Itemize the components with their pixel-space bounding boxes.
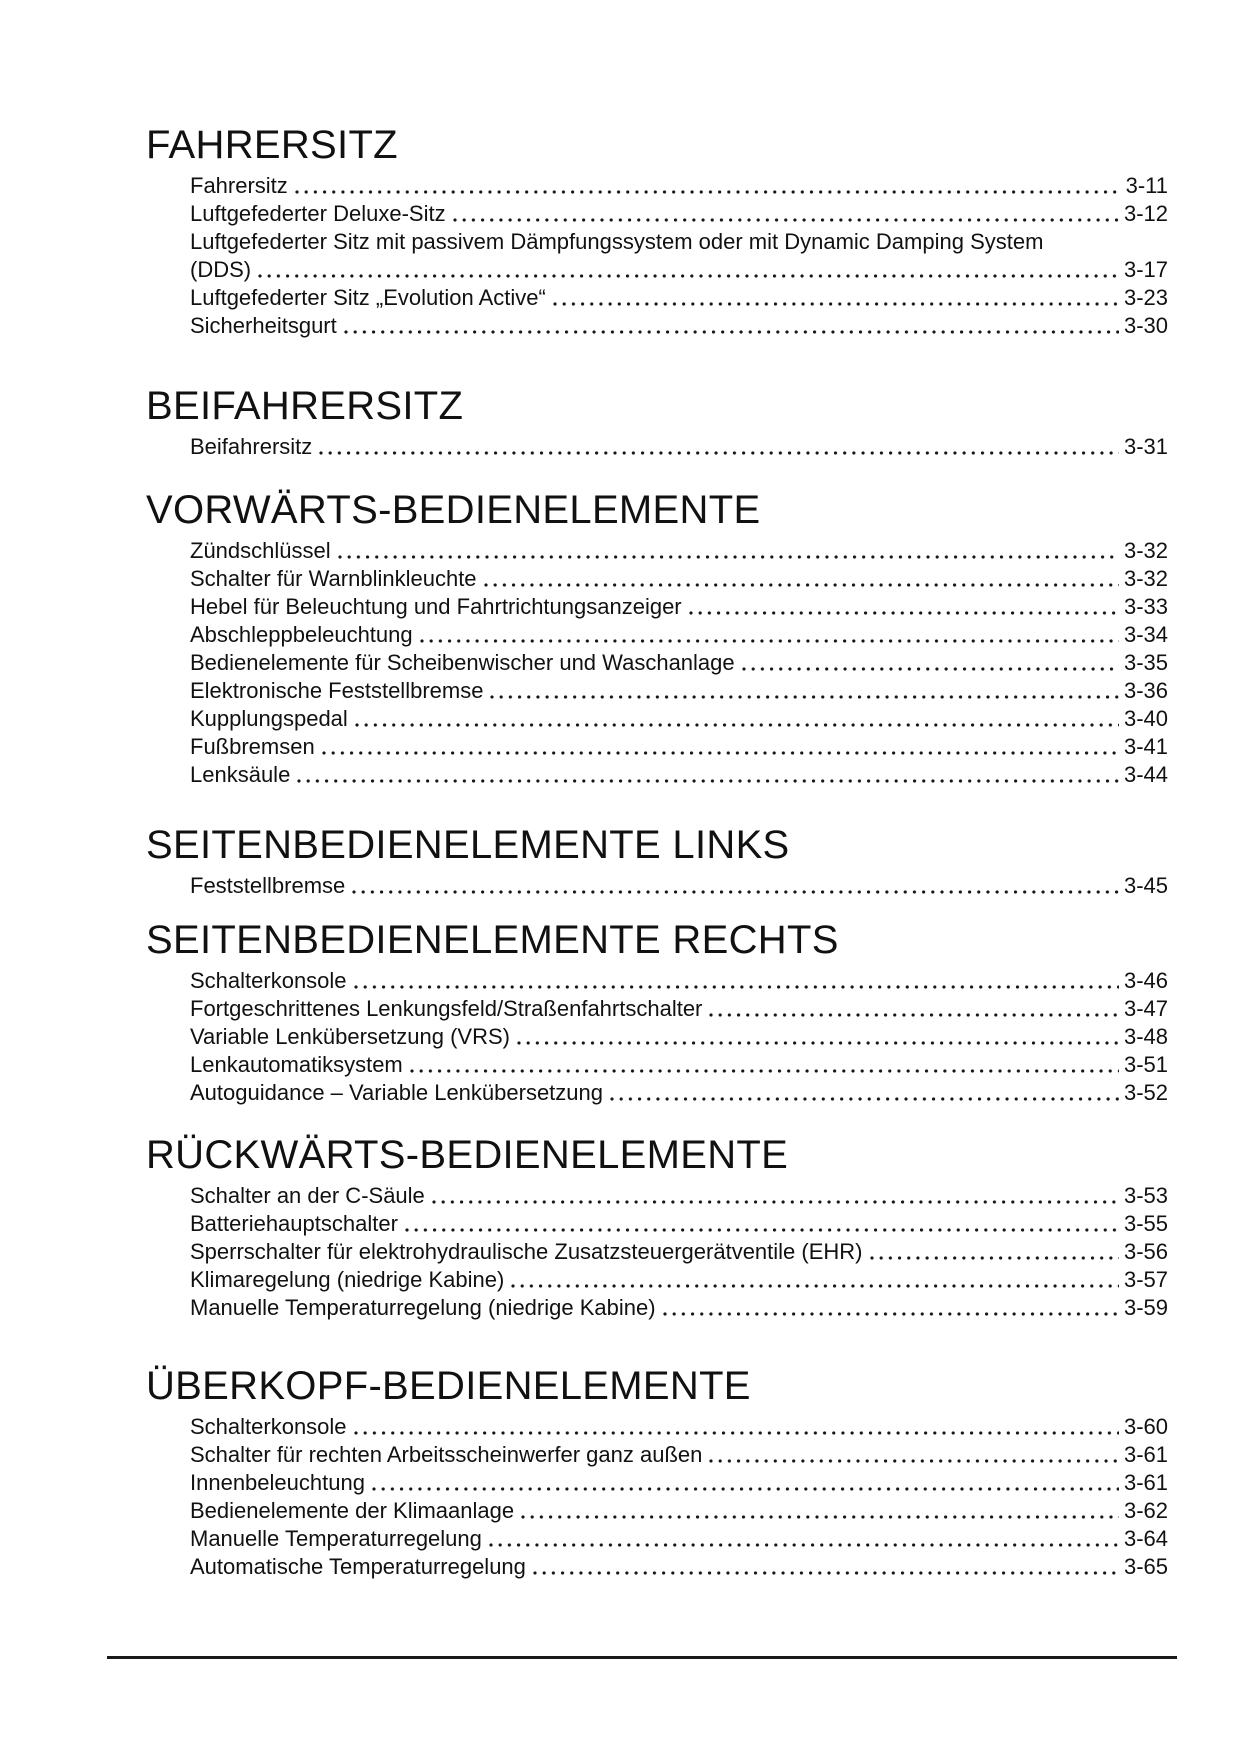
toc-entry-label: Fußbremsen: [190, 734, 315, 759]
toc-entry-row: [190, 1023, 1168, 1051]
toc-entry-row: [190, 621, 1168, 649]
dot-leader: [425, 1182, 1124, 1210]
dot-leader: [510, 1023, 1124, 1051]
toc-section: [146, 1134, 1168, 1322]
toc-entry-list: [190, 537, 1168, 789]
toc-entry[interactable]: [190, 1079, 1168, 1107]
toc-entry[interactable]: [190, 967, 1168, 995]
dot-leader: [288, 172, 1126, 200]
toc-entry[interactable]: [190, 621, 1168, 649]
toc-entry[interactable]: [190, 1266, 1168, 1294]
toc-entry-label: Elektronische Feststellbremse: [190, 678, 484, 703]
toc-entry-row: [190, 565, 1168, 593]
toc-entry-label: Beifahrersitz: [190, 434, 313, 459]
dot-leader: [863, 1238, 1124, 1266]
toc-section-title: SEITENBEDIENELEMENTE LINKS: [146, 823, 790, 867]
dot-leader: [483, 677, 1124, 705]
toc-entry-row: [190, 649, 1168, 677]
toc-entry-page: 3-44: [1123, 762, 1168, 787]
toc-entry-list: [190, 967, 1168, 1107]
toc-entry-label: Manuelle Temperaturregelung (niedrige Kabine): [190, 1295, 656, 1320]
toc-entry[interactable]: [190, 537, 1168, 565]
dot-leader: [482, 1525, 1124, 1553]
toc-entry-page: 3-17: [1123, 257, 1168, 282]
toc-entry-page: 3-45: [1123, 873, 1168, 898]
toc-section: [146, 919, 1168, 1107]
dot-leader: [347, 1413, 1124, 1441]
toc-entry[interactable]: [190, 593, 1168, 621]
toc-entry-row: [190, 256, 1168, 284]
toc-entry-label: Automatische Temperaturregelung: [190, 1554, 526, 1579]
dot-leader: [315, 733, 1124, 761]
toc-entry[interactable]: [190, 1182, 1168, 1210]
dot-leader: [345, 872, 1124, 900]
dot-leader: [251, 256, 1124, 284]
toc-section-title: ÜBERKOPF-BEDIENELEMENTE: [146, 1364, 751, 1408]
toc-entry-page: 3-48: [1123, 1024, 1168, 1049]
toc-entry-label: Abschleppbeleuchtung: [190, 622, 413, 647]
toc-section-title: VORWÄRTS-BEDIENELEMENTE: [146, 488, 761, 532]
toc-entry-label: Luftgefederter Deluxe-Sitz: [190, 201, 446, 226]
toc-entry-list: [190, 433, 1168, 461]
dot-leader: [735, 649, 1124, 677]
toc-entry-label: Luftgefederter Sitz „Evolution Active“: [190, 285, 546, 310]
toc-entry-row: [190, 733, 1168, 761]
toc-entry[interactable]: [190, 677, 1168, 705]
toc-entry-page: 3-32: [1123, 566, 1168, 591]
toc-entry-page: 3-57: [1123, 1267, 1168, 1292]
toc-entry-list: [190, 872, 1168, 900]
toc-entry[interactable]: [190, 1294, 1168, 1322]
toc-entry-page: 3-40: [1123, 706, 1168, 731]
dot-leader: [413, 621, 1124, 649]
toc-entry-row: [190, 312, 1168, 340]
toc-entry-label: Zündschlüssel: [190, 538, 331, 563]
toc-entry-label: Schalter an der C-Säule: [190, 1183, 425, 1208]
dot-leader: [312, 433, 1124, 461]
toc-entry-row: [190, 1553, 1168, 1581]
toc-entry-page: 3-35: [1123, 650, 1168, 675]
toc-entry-label: Innenbeleuchtung: [190, 1470, 365, 1495]
toc-entry-row: [190, 593, 1168, 621]
dot-leader: [504, 1266, 1124, 1294]
dot-leader: [365, 1469, 1124, 1497]
toc-section-title: RÜCKWÄRTS-BEDIENELEMENTE: [146, 1133, 789, 1177]
toc-entry[interactable]: [190, 1525, 1168, 1553]
toc-entry-row: [190, 761, 1168, 789]
toc-entry[interactable]: [190, 995, 1168, 1023]
toc-content: [146, 124, 1168, 1581]
toc-entry-label: Fortgeschrittenes Lenkungsfeld/Straßenfahrtschalter: [190, 996, 703, 1021]
toc-entry-label: Hebel für Beleuchtung und Fahrtrichtungsanzeiger: [190, 594, 682, 619]
dot-leader: [446, 200, 1124, 228]
toc-entry[interactable]: [190, 1553, 1168, 1581]
toc-entry-page: 3-64: [1123, 1526, 1168, 1551]
toc-entry-label: Klimaregelung (niedrige Kabine): [190, 1267, 505, 1292]
dot-leader: [477, 565, 1124, 593]
toc-entry[interactable]: [190, 1497, 1168, 1525]
toc-entry-page: 3-61: [1123, 1442, 1168, 1467]
dot-leader: [290, 761, 1124, 789]
toc-entry-label: Variable Lenkübersetzung (VRS): [190, 1024, 510, 1049]
dot-leader: [331, 537, 1124, 565]
toc-entry-row: [190, 200, 1168, 228]
dot-leader: [546, 284, 1124, 312]
toc-entry[interactable]: [190, 872, 1168, 900]
toc-entry-row: [190, 1210, 1168, 1238]
dot-leader: [337, 312, 1124, 340]
toc-entry-label: Bedienelemente für Scheibenwischer und Waschanlage: [190, 650, 735, 675]
toc-entry-page: 3-32: [1123, 538, 1168, 563]
toc-entry-page: 3-51: [1123, 1052, 1168, 1077]
toc-entry-page: 3-61: [1123, 1470, 1168, 1495]
toc-section: [146, 824, 1168, 900]
toc-entry-row: [190, 1497, 1168, 1525]
toc-entry-page: 3-12: [1123, 201, 1168, 226]
toc-entry-page: 3-36: [1123, 678, 1168, 703]
toc-entry[interactable]: [190, 1469, 1168, 1497]
toc-entry-row: [190, 1469, 1168, 1497]
dot-leader: [347, 967, 1124, 995]
toc-entry-label: Fahrersitz: [190, 173, 288, 198]
toc-entry-label: Sperrschalter für elektrohydraulische Zusatzsteuergerätventile (EHR): [190, 1239, 863, 1264]
toc-entry-label: Schalterkonsole: [190, 968, 347, 993]
toc-entry-page: 3-41: [1123, 734, 1168, 759]
toc-entry-page: 3-23: [1123, 285, 1168, 310]
toc-entry[interactable]: [190, 1441, 1168, 1469]
dot-leader: [403, 1051, 1124, 1079]
toc-section-title: FAHRERSITZ: [146, 123, 398, 167]
dot-leader: [656, 1294, 1124, 1322]
toc-entry-label: Lenkautomatiksystem: [190, 1052, 403, 1077]
toc-entry-row: [190, 995, 1168, 1023]
toc-entry[interactable]: [190, 1051, 1168, 1079]
toc-entry-label: Feststellbremse: [190, 873, 346, 898]
dot-leader: [514, 1497, 1124, 1525]
toc-entry[interactable]: [190, 228, 1168, 284]
toc-entry-row: [190, 677, 1168, 705]
toc-entry-row: [190, 1525, 1168, 1553]
toc-entry-label: Manuelle Temperaturregelung: [190, 1526, 482, 1551]
toc-entry-row: [190, 967, 1168, 995]
toc-entry-label: Schalterkonsole: [190, 1414, 347, 1439]
toc-entry-label: Sicherheitsgurt: [190, 313, 337, 338]
toc-section: [146, 385, 1168, 461]
dot-leader: [702, 1441, 1124, 1469]
toc-section: [146, 489, 1168, 789]
toc-entry-page: 3-33: [1123, 594, 1168, 619]
toc-entry-label: Kupplungspedal: [190, 706, 348, 731]
toc-entry[interactable]: [190, 312, 1168, 340]
toc-entry[interactable]: [190, 1210, 1168, 1238]
toc-entry-page: 3-59: [1123, 1295, 1168, 1320]
toc-entry[interactable]: [190, 565, 1168, 593]
toc-entry-label-line1: Luftgefederter Sitz mit passivem Dämpfungssystem oder mit Dynamic Damping System: [190, 229, 1044, 254]
toc-entry-row: [190, 705, 1168, 733]
toc-entry-page: 3-34: [1123, 622, 1168, 647]
toc-entry-row: [190, 1182, 1168, 1210]
dot-leader: [702, 995, 1124, 1023]
toc-entry-list: [190, 1413, 1168, 1581]
toc-entry[interactable]: [190, 172, 1168, 200]
toc-entry-row: [190, 1441, 1168, 1469]
toc-section-title: BEIFAHRERSITZ: [146, 384, 464, 428]
toc-entry-page: 3-62: [1123, 1498, 1168, 1523]
toc-entry-list: [190, 1182, 1168, 1322]
toc-entry-label: Schalter für Warnblinkleuchte: [190, 566, 477, 591]
toc-entry-label: Batteriehauptschalter: [190, 1211, 398, 1236]
toc-entry-label: Lenksäule: [190, 762, 291, 787]
toc-entry-page: 3-11: [1125, 173, 1168, 198]
toc-entry-label: (DDS): [190, 257, 252, 282]
toc-entry[interactable]: [190, 649, 1168, 677]
toc-entry-row: [190, 872, 1168, 900]
toc-entry-page: 3-52: [1123, 1080, 1168, 1105]
toc-entry-row: [190, 1266, 1168, 1294]
dot-leader: [398, 1210, 1124, 1238]
toc-section: [146, 124, 1168, 340]
toc-entry-page: 3-60: [1123, 1414, 1168, 1439]
dot-leader: [603, 1079, 1124, 1107]
toc-entry-page: 3-31: [1123, 434, 1168, 459]
toc-entry[interactable]: [190, 433, 1168, 461]
toc-entry-label: Bedienelemente der Klimaanlage: [190, 1498, 515, 1523]
toc-entry-page: 3-55: [1123, 1211, 1168, 1236]
toc-entry[interactable]: [190, 1023, 1168, 1051]
toc-entry[interactable]: [190, 1413, 1168, 1441]
toc-entry-row: [190, 1294, 1168, 1322]
toc-entry-label: Schalter für rechten Arbeitsscheinwerfer ganz außen: [190, 1442, 703, 1467]
toc-entry-row: [190, 1238, 1168, 1266]
toc-entry-page: 3-56: [1123, 1239, 1168, 1264]
footer-rule: [107, 1656, 1177, 1659]
toc-entry[interactable]: [190, 733, 1168, 761]
toc-entry-page: 3-46: [1123, 968, 1168, 993]
dot-leader: [526, 1553, 1124, 1581]
toc-entry[interactable]: [190, 761, 1168, 789]
toc-entry-page: 3-30: [1123, 313, 1168, 338]
toc-entry[interactable]: [190, 200, 1168, 228]
toc-entry-label: Autoguidance – Variable Lenkübersetzung: [190, 1080, 604, 1105]
toc-entry-page: 3-65: [1123, 1554, 1168, 1579]
toc-entry[interactable]: [190, 705, 1168, 733]
dot-leader: [682, 593, 1124, 621]
toc-entry-row: [190, 1079, 1168, 1107]
toc-entry-row: [190, 1051, 1168, 1079]
toc-section: [146, 1365, 1168, 1581]
toc-entry-row: [190, 537, 1168, 565]
toc-entry-page: 3-47: [1123, 996, 1168, 1021]
toc-entry-row: [190, 1413, 1168, 1441]
toc-entry-row: [190, 284, 1168, 312]
dot-leader: [348, 705, 1124, 733]
toc-entry-page: 3-53: [1123, 1183, 1168, 1208]
toc-section-title: SEITENBEDIENELEMENTE RECHTS: [146, 918, 839, 962]
toc-entry-row: [190, 433, 1168, 461]
toc-entry-row: [190, 172, 1168, 200]
toc-entry[interactable]: [190, 284, 1168, 312]
toc-entry[interactable]: [190, 1238, 1168, 1266]
toc-entry-list: [190, 172, 1168, 340]
